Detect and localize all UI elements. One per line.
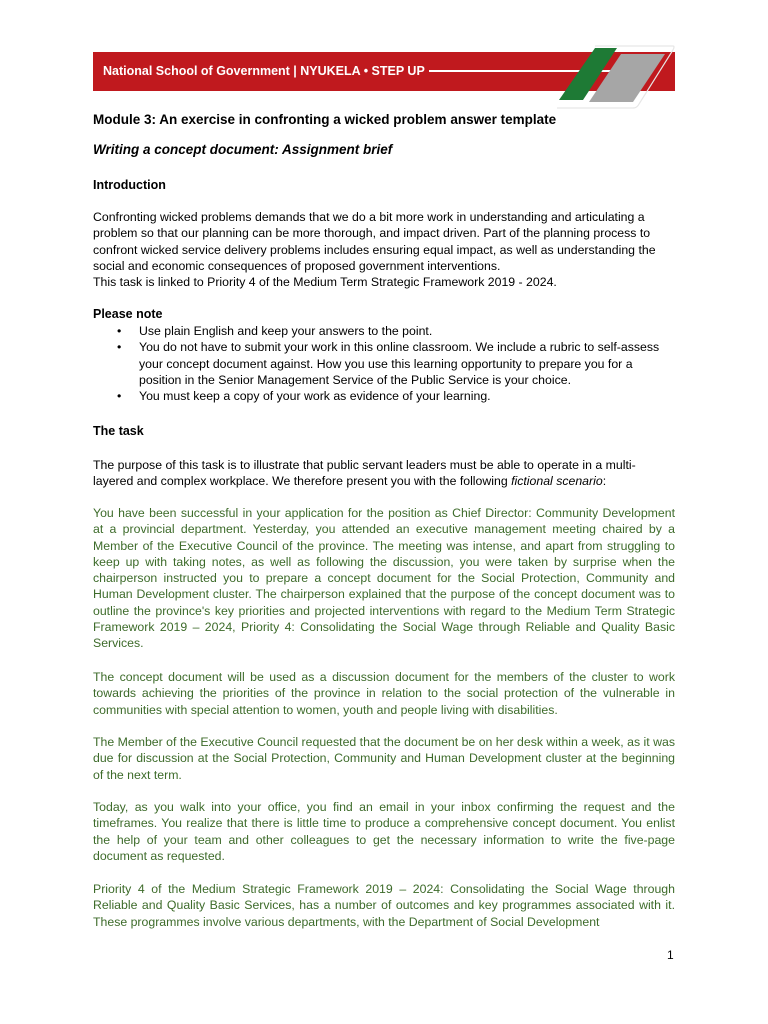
introduction-link-text: This task is linked to Priority 4 of the Medium Term Strategic Framework 2019 - 2024. xyxy=(93,275,557,290)
scenario-paragraph-2: The concept document will be used as a discussion document for the members of the cluster to work towards achieving the priorities of the province in relation to the social protection of the vulnerable in communities with special attention to women, youth and people living with disabilities. xyxy=(93,670,675,717)
header-title: National School of Government | NYUKELA • STEP UP xyxy=(103,64,425,78)
scenario-paragraph-5: Priority 4 of the Medium Strategic Framework 2019 – 2024: Consolidating the Social Wage through Reliable and Quality Basic Services, has a number of outcomes and key programmes associated with it. These programmes involve various departments, with the Department of Social Development xyxy=(93,882,675,929)
list-item: • You must keep a copy of your work as evidence of your learning. xyxy=(117,389,491,404)
please-note-heading: Please note xyxy=(93,307,163,321)
task-heading: The task xyxy=(93,424,144,438)
notes-list xyxy=(93,323,675,404)
list-item: • Use plain English and keep your answers to the point. xyxy=(117,324,433,338)
task-paragraph: The purpose of this task is to illustrate that public servant leaders must be able to operate in a multi-layered and complex workplace. We therefore present you with the following fictional scenario: xyxy=(93,458,636,489)
fictional-scenario-emphasis: fictional scenario xyxy=(511,474,603,489)
ns-logo-icon xyxy=(555,44,675,110)
bullet-icon: • xyxy=(117,324,122,338)
scenario-paragraph-4: Today, as you walk into your office, you find an email in your inbox confirming the request and the timeframes. You realize that there is little time to produce a comprehensive concept document. You enlist the help of your team and other colleagues to get the necessary information to write the five-page document as requested. xyxy=(93,800,675,863)
introduction-paragraph xyxy=(93,209,675,290)
scenario-paragraph-1: You have been successful in your application for the position as Chief Director: Community Development at a provincial department. Yesterday, you attended an executive management meeting chaired by a Member of the Executive Council of the province. The meeting was intense, and apart from struggling to keep up with taking notes, as well as following the discussion, you were taken by surprise when the chairperson instructed you to prepare a concept document for the Social Protection, Community and Human Development cluster. The chairperson explained that the purpose of the concept document was to outline the province's key priorities and projected interventions with regard to the Medium Term Strategic Framework 2019 – 2024, Priority 4: Consolidating the Social Wage through Reliable and Quality Basic Services. xyxy=(93,506,675,651)
page-number: 1 xyxy=(667,948,674,962)
document-subtitle: Writing a concept document: Assignment brief xyxy=(93,142,393,157)
scenario-paragraph-3: The Member of the Executive Council requested that the document be on her desk within a week, as it was due for discussion at the Social Protection, Community and Human Development cluster at the beginning of the next term. xyxy=(93,735,675,782)
bullet-icon: • xyxy=(117,389,122,404)
introduction-text: Confronting wicked problems demands that we do a bit more work in understanding and articulating a problem so that our planning can be more thorough, and impact driven. Part of the planning process to confront wicked service delivery problems includes ensuring equal impact, as well as understanding the social and economic consequences of proposed government interventions. xyxy=(93,210,656,273)
list-item: • You do not have to submit your work in this online classroom. We include a rubric to self-assess your concept document against. How you use this learning opportunity to prepare you for a position in the Senior Management Service of the Public Service is your choice. xyxy=(117,340,660,387)
document-title: Module 3: An exercise in confronting a wicked problem answer template xyxy=(93,112,557,127)
bullet-icon: • xyxy=(117,340,122,355)
introduction-heading: Introduction xyxy=(93,178,166,192)
